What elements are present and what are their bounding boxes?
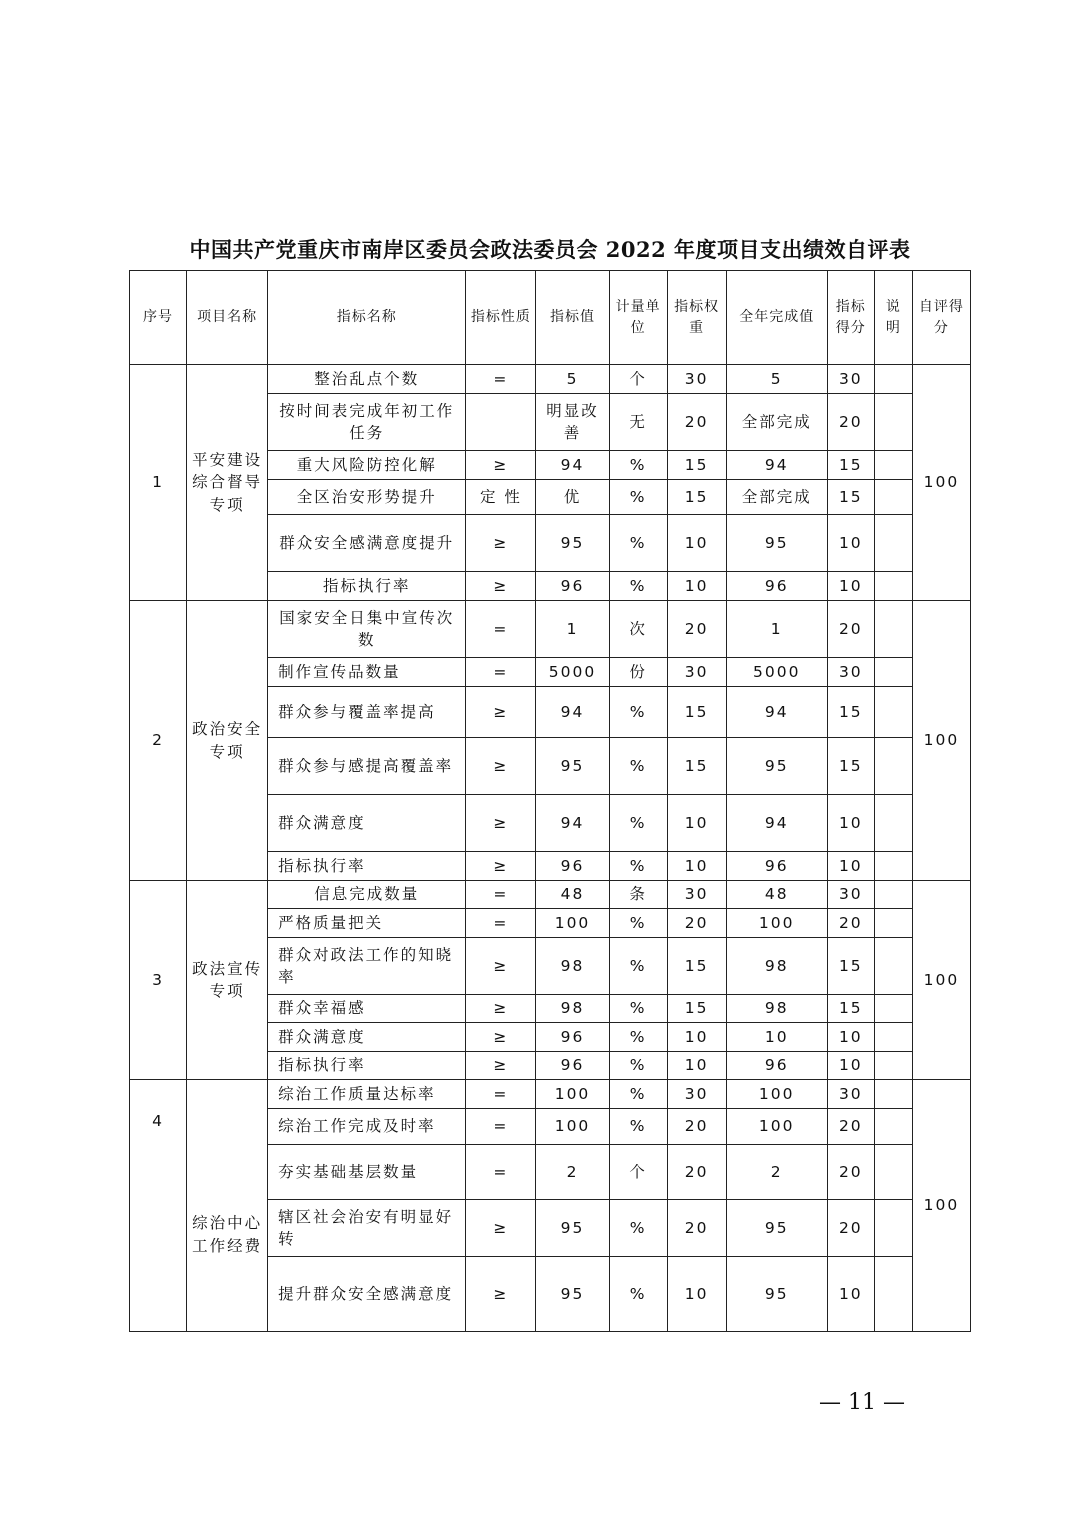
indicator-value-cell: 明显改善 (536, 394, 609, 451)
note-cell (874, 1080, 912, 1109)
completed-value-cell: 2 (726, 1145, 827, 1200)
indicator-nature-cell: ≥ (466, 451, 536, 480)
indicator-nature-cell: ≥ (466, 938, 536, 995)
note-cell (874, 1109, 912, 1145)
unit-cell: % (609, 1052, 667, 1080)
score-cell: 30 (827, 658, 874, 687)
self-score-cell: 100 (912, 365, 970, 601)
score-cell: 10 (827, 1257, 874, 1332)
completed-value-cell: 94 (726, 451, 827, 480)
weight-cell: 10 (667, 1257, 726, 1332)
note-cell (874, 795, 912, 852)
indicator-value-cell: 95 (536, 515, 609, 572)
header-unit: 计量单位 (609, 271, 667, 365)
completed-value-cell: 100 (726, 1080, 827, 1109)
header-completed: 全年完成值 (726, 271, 827, 365)
score-cell: 20 (827, 601, 874, 658)
indicator-value-cell: 98 (536, 995, 609, 1023)
indicator-name-cell: 夯实基础基层数量 (268, 1145, 466, 1200)
indicator-nature-cell: ≥ (466, 852, 536, 881)
header-weight: 指标权重 (667, 271, 726, 365)
note-cell (874, 480, 912, 515)
header-self-score: 自评得分 (912, 271, 970, 365)
completed-value-cell: 10 (726, 1023, 827, 1052)
project-name-cell: 平安建设综合督导专项 (187, 365, 268, 601)
indicator-name-cell: 严格质量把关 (268, 909, 466, 938)
weight-cell: 15 (667, 938, 726, 995)
score-cell: 30 (827, 881, 874, 909)
seq-cell: 3 (130, 881, 187, 1080)
indicator-nature-cell: ≥ (466, 738, 536, 795)
indicator-name-cell: 指标执行率 (268, 1052, 466, 1080)
weight-cell: 10 (667, 515, 726, 572)
unit-cell: % (609, 687, 667, 738)
table-row (130, 1080, 971, 1109)
weight-cell: 20 (667, 394, 726, 451)
document-title: 中国共产党重庆市南岸区委员会政法委员会 2022 年度项目支出绩效自评表 (189, 237, 911, 262)
completed-value-cell: 94 (726, 687, 827, 738)
unit-cell: % (609, 515, 667, 572)
performance-table (129, 270, 971, 1332)
indicator-nature-cell: ≥ (466, 795, 536, 852)
self-score-cell: 100 (912, 881, 970, 1080)
completed-value-cell: 5 (726, 365, 827, 394)
indicator-nature-cell: = (466, 1080, 536, 1109)
note-cell (874, 515, 912, 572)
header-project: 项目名称 (187, 271, 268, 365)
indicator-name-cell: 全区治安形势提升 (268, 480, 466, 515)
completed-value-cell: 全部完成 (726, 394, 827, 451)
indicator-nature-cell: 定 性 (466, 480, 536, 515)
indicator-nature-cell: = (466, 1145, 536, 1200)
completed-value-cell: 95 (726, 1257, 827, 1332)
unit-cell: 条 (609, 881, 667, 909)
indicator-name-cell: 辖区社会治安有明显好转 (268, 1200, 466, 1257)
note-cell (874, 601, 912, 658)
unit-cell: % (609, 480, 667, 515)
score-cell: 20 (827, 909, 874, 938)
completed-value-cell: 94 (726, 795, 827, 852)
completed-value-cell: 95 (726, 1200, 827, 1257)
indicator-value-cell: 5 (536, 365, 609, 394)
header-note: 说明 (874, 271, 912, 365)
indicator-name-cell: 群众对政法工作的知晓率 (268, 938, 466, 995)
weight-cell: 10 (667, 572, 726, 601)
score-cell: 15 (827, 738, 874, 795)
weight-cell: 20 (667, 1109, 726, 1145)
table-body (130, 365, 971, 1332)
unit-cell: % (609, 909, 667, 938)
indicator-name-cell: 群众参与覆盖率提高 (268, 687, 466, 738)
score-cell: 15 (827, 995, 874, 1023)
completed-value-cell: 48 (726, 881, 827, 909)
unit-cell: % (609, 738, 667, 795)
project-name-cell: 政治安全专项 (187, 601, 268, 881)
indicator-value-cell: 100 (536, 1109, 609, 1145)
weight-cell: 15 (667, 995, 726, 1023)
indicator-nature-cell: = (466, 881, 536, 909)
header-row (130, 271, 971, 365)
weight-cell: 15 (667, 687, 726, 738)
note-cell (874, 852, 912, 881)
indicator-nature-cell: = (466, 909, 536, 938)
unit-cell: 份 (609, 658, 667, 687)
indicator-value-cell: 100 (536, 909, 609, 938)
header-score: 指标得分 (827, 271, 874, 365)
indicator-value-cell: 100 (536, 1080, 609, 1109)
indicator-value-cell: 优 (536, 480, 609, 515)
indicator-name-cell: 提升群众安全感满意度 (268, 1257, 466, 1332)
table-row (130, 881, 971, 909)
indicator-nature-cell: = (466, 1109, 536, 1145)
project-name-cell: 综治中心工作经费 (187, 1080, 268, 1332)
header-seq: 序号 (130, 271, 187, 365)
note-cell (874, 394, 912, 451)
indicator-name-cell: 按时间表完成年初工作任务 (268, 394, 466, 451)
indicator-nature-cell: ≥ (466, 1023, 536, 1052)
indicator-value-cell: 98 (536, 938, 609, 995)
unit-cell: % (609, 938, 667, 995)
indicator-name-cell: 群众满意度 (268, 795, 466, 852)
indicator-nature-cell: ≥ (466, 1200, 536, 1257)
unit-cell: 个 (609, 365, 667, 394)
indicator-nature-cell: ≥ (466, 687, 536, 738)
indicator-nature-cell (466, 394, 536, 451)
note-cell (874, 451, 912, 480)
indicator-nature-cell: ≥ (466, 572, 536, 601)
unit-cell: % (609, 572, 667, 601)
indicator-value-cell: 95 (536, 738, 609, 795)
indicator-value-cell: 94 (536, 687, 609, 738)
weight-cell: 20 (667, 1200, 726, 1257)
score-cell: 10 (827, 1023, 874, 1052)
note-cell (874, 687, 912, 738)
page-number: — 11 — (819, 1390, 905, 1415)
unit-cell: 个 (609, 1145, 667, 1200)
indicator-name-cell: 群众满意度 (268, 1023, 466, 1052)
indicator-nature-cell: ≥ (466, 515, 536, 572)
unit-cell: % (609, 1257, 667, 1332)
weight-cell: 10 (667, 1023, 726, 1052)
score-cell: 10 (827, 1052, 874, 1080)
indicator-value-cell: 94 (536, 795, 609, 852)
score-cell: 20 (827, 394, 874, 451)
unit-cell: % (609, 1080, 667, 1109)
score-cell: 15 (827, 687, 874, 738)
completed-value-cell: 96 (726, 572, 827, 601)
note-cell (874, 572, 912, 601)
seq-cell: 2 (130, 601, 187, 881)
unit-cell: % (609, 451, 667, 480)
score-cell: 10 (827, 852, 874, 881)
indicator-value-cell: 96 (536, 572, 609, 601)
score-cell: 10 (827, 795, 874, 852)
indicator-value-cell: 96 (536, 1052, 609, 1080)
project-name-cell: 政法宣传专项 (187, 881, 268, 1080)
completed-value-cell: 100 (726, 909, 827, 938)
indicator-name-cell: 指标执行率 (268, 572, 466, 601)
weight-cell: 30 (667, 658, 726, 687)
score-cell: 30 (827, 1080, 874, 1109)
score-cell: 20 (827, 1109, 874, 1145)
completed-value-cell: 5000 (726, 658, 827, 687)
score-cell: 10 (827, 572, 874, 601)
indicator-name-cell: 制作宣传品数量 (268, 658, 466, 687)
weight-cell: 15 (667, 480, 726, 515)
note-cell (874, 1257, 912, 1332)
table-row (130, 365, 971, 394)
unit-cell: % (609, 1023, 667, 1052)
seq-cell: 4 (130, 1080, 187, 1332)
score-cell: 20 (827, 1145, 874, 1200)
indicator-value-cell: 95 (536, 1257, 609, 1332)
indicator-nature-cell: ≥ (466, 1257, 536, 1332)
score-cell: 10 (827, 515, 874, 572)
indicator-value-cell: 5000 (536, 658, 609, 687)
note-cell (874, 658, 912, 687)
indicator-name-cell: 群众参与感提高覆盖率 (268, 738, 466, 795)
score-cell: 20 (827, 1200, 874, 1257)
note-cell (874, 1052, 912, 1080)
unit-cell: % (609, 1200, 667, 1257)
indicator-value-cell: 96 (536, 852, 609, 881)
note-cell (874, 1145, 912, 1200)
completed-value-cell: 95 (726, 738, 827, 795)
completed-value-cell: 98 (726, 938, 827, 995)
unit-cell: 无 (609, 394, 667, 451)
score-cell: 15 (827, 938, 874, 995)
unit-cell: % (609, 995, 667, 1023)
indicator-name-cell: 群众安全感满意度提升 (268, 515, 466, 572)
weight-cell: 20 (667, 909, 726, 938)
self-score-cell: 100 (912, 1080, 970, 1332)
indicator-value-cell: 94 (536, 451, 609, 480)
indicator-nature-cell: ≥ (466, 1052, 536, 1080)
note-cell (874, 365, 912, 394)
score-cell: 15 (827, 480, 874, 515)
indicator-value-cell: 95 (536, 1200, 609, 1257)
completed-value-cell: 96 (726, 852, 827, 881)
indicator-nature-cell: ≥ (466, 995, 536, 1023)
indicator-value-cell: 48 (536, 881, 609, 909)
score-cell: 15 (827, 451, 874, 480)
indicator-nature-cell: = (466, 601, 536, 658)
indicator-name-cell: 综治工作完成及时率 (268, 1109, 466, 1145)
indicator-name-cell: 信息完成数量 (268, 881, 466, 909)
unit-cell: % (609, 852, 667, 881)
indicator-nature-cell: = (466, 658, 536, 687)
completed-value-cell: 1 (726, 601, 827, 658)
indicator-value-cell: 1 (536, 601, 609, 658)
weight-cell: 10 (667, 852, 726, 881)
completed-value-cell: 96 (726, 1052, 827, 1080)
weight-cell: 10 (667, 795, 726, 852)
note-cell (874, 1200, 912, 1257)
note-cell (874, 909, 912, 938)
weight-cell: 30 (667, 881, 726, 909)
completed-value-cell: 95 (726, 515, 827, 572)
completed-value-cell: 98 (726, 995, 827, 1023)
note-cell (874, 881, 912, 909)
weight-cell: 20 (667, 1145, 726, 1200)
indicator-name-cell: 群众幸福感 (268, 995, 466, 1023)
note-cell (874, 1023, 912, 1052)
weight-cell: 30 (667, 365, 726, 394)
completed-value-cell: 100 (726, 1109, 827, 1145)
self-score-cell: 100 (912, 601, 970, 881)
weight-cell: 10 (667, 1052, 726, 1080)
indicator-nature-cell: = (466, 365, 536, 394)
unit-cell: % (609, 1109, 667, 1145)
note-cell (874, 938, 912, 995)
unit-cell: % (609, 795, 667, 852)
weight-cell: 15 (667, 738, 726, 795)
header-value: 指标值 (536, 271, 609, 365)
note-cell (874, 738, 912, 795)
seq-cell: 1 (130, 365, 187, 601)
weight-cell: 20 (667, 601, 726, 658)
weight-cell: 15 (667, 451, 726, 480)
score-cell: 30 (827, 365, 874, 394)
unit-cell: 次 (609, 601, 667, 658)
indicator-name-cell: 国家安全日集中宣传次数 (268, 601, 466, 658)
indicator-name-cell: 综治工作质量达标率 (268, 1080, 466, 1109)
indicator-name-cell: 整治乱点个数 (268, 365, 466, 394)
weight-cell: 30 (667, 1080, 726, 1109)
header-nature: 指标性质 (466, 271, 536, 365)
indicator-name-cell: 重大风险防控化解 (268, 451, 466, 480)
table-row (130, 601, 971, 658)
indicator-value-cell: 96 (536, 1023, 609, 1052)
indicator-name-cell: 指标执行率 (268, 852, 466, 881)
indicator-value-cell: 2 (536, 1145, 609, 1200)
completed-value-cell: 全部完成 (726, 480, 827, 515)
note-cell (874, 995, 912, 1023)
header-indicator: 指标名称 (268, 271, 466, 365)
